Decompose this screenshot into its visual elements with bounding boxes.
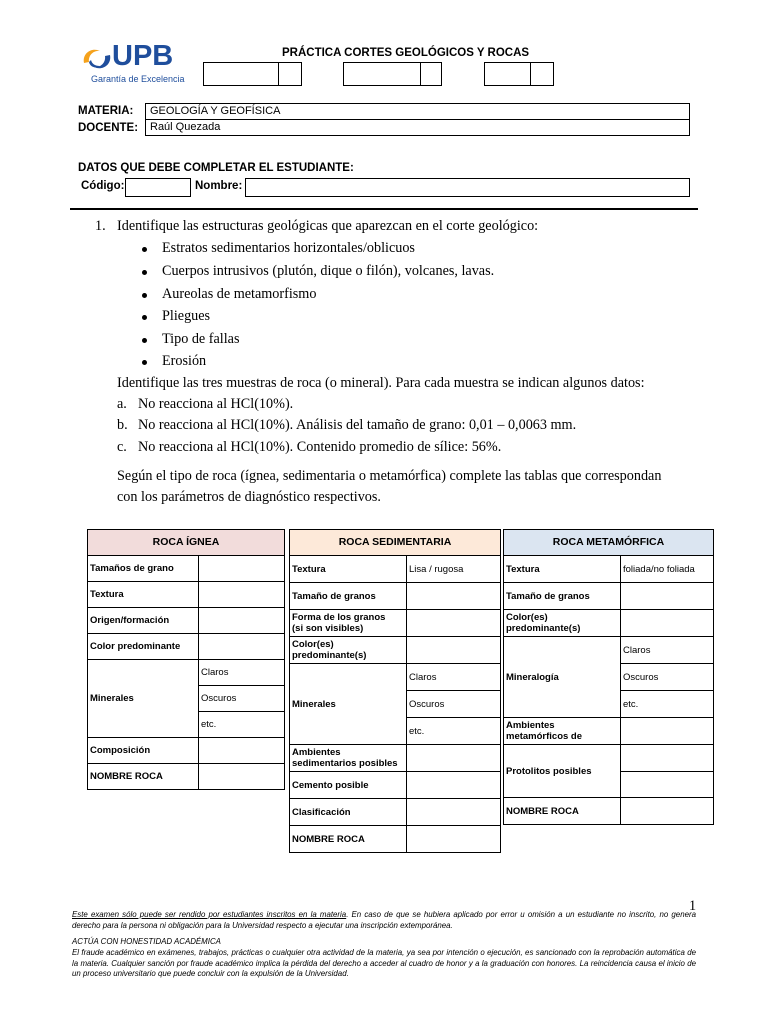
sample-text: No reacciona al HCl(10%). (138, 396, 294, 412)
color-line1: Color(es) (506, 612, 548, 623)
mineral-cell[interactable]: etc. (199, 712, 285, 738)
bullet-dot (142, 360, 147, 365)
docente-value: Raúl Quezada (150, 121, 221, 133)
row-label: Minerales (290, 664, 407, 745)
row-label: NOMBRE ROCA (88, 764, 199, 790)
answer-cell[interactable] (621, 772, 714, 798)
logo-text: UPB (112, 40, 174, 72)
forma-line2: (si son visibles) (292, 623, 364, 634)
student-heading: DATOS QUE DEBE COMPLETAR EL ESTUDIANTE: (78, 162, 354, 174)
page-title: PRÁCTICA CORTES GEOLÓGICOS Y ROCAS (282, 47, 530, 59)
answer-cell[interactable] (199, 608, 285, 634)
row-label: Cemento posible (290, 772, 407, 799)
ambientes-line1: Ambientes (292, 747, 341, 758)
bullet-item: Estratos sedimentarios horizontales/oblicuos (162, 240, 415, 256)
answer-cell[interactable] (621, 610, 714, 637)
upb-logo-icon (80, 45, 114, 73)
table-roca-metamorfica (503, 529, 714, 825)
header-box-1a[interactable] (203, 62, 279, 86)
forma-line1: Forma de los granos (292, 612, 386, 623)
answer-cell[interactable] (199, 764, 285, 790)
bullet-item: Aureolas de metamorfismo (162, 286, 317, 302)
docente-field[interactable] (145, 119, 690, 136)
mineral-cell[interactable]: Oscuros (407, 691, 501, 718)
row-label: Origen/formación (88, 608, 199, 634)
codigo-label: Código: (81, 180, 125, 192)
sample-text: No reacciona al HCl(10%). Análisis del tamaño de grano: 0,01 – 0,0063 mm. (138, 417, 577, 433)
row-label: Protolitos posibles (504, 745, 621, 798)
answer-cell[interactable] (199, 634, 285, 660)
table-roca-sedimentaria (289, 529, 501, 853)
mineral-cell[interactable]: Claros (407, 664, 501, 691)
row-label (290, 610, 407, 637)
row-label: NOMBRE ROCA (290, 826, 407, 853)
ambientes-line2: sedimentarios posibles (292, 758, 398, 769)
materia-label: MATERIA: (78, 105, 134, 117)
row-label (504, 718, 621, 745)
table-roca-ignea (87, 529, 285, 790)
header-box-3a[interactable] (484, 62, 531, 86)
footer-underlined: Este examen sólo puede ser rendido por estudiantes inscritos en la materia (72, 910, 347, 919)
bullet-dot (142, 338, 147, 343)
instruction-line: Según el tipo de roca (ígnea, sedimentaria o metamórfica) complete las tablas que correspondan (117, 468, 662, 484)
bullet-dot (142, 247, 147, 252)
answer-cell[interactable] (407, 799, 501, 826)
materia-field[interactable] (145, 103, 690, 120)
bullet-item: Pliegues (162, 308, 211, 324)
footer-honesty: ACTÚA CON HONESTIDAD ACADÉMICA (72, 937, 221, 946)
sample-label: c. (117, 439, 127, 455)
answer-cell[interactable] (621, 718, 714, 745)
divider (70, 208, 698, 210)
row-label: Tamaño de granos (290, 583, 407, 610)
row-label (290, 637, 407, 664)
row-label: Color predominante (88, 634, 199, 660)
table-title-ignea: ROCA ÍGNEA (88, 530, 285, 556)
materia-value: GEOLOGÍA Y GEOFÍSICA (150, 105, 281, 117)
row-label: Textura (290, 556, 407, 583)
docente-label: DOCENTE: (78, 122, 139, 134)
row-label: Textura (88, 582, 199, 608)
table-title-metamorfica: ROCA METAMÓRFICA (504, 530, 714, 556)
nombre-label: Nombre: (195, 180, 243, 192)
answer-cell[interactable] (407, 772, 501, 799)
row-label: Composición (88, 738, 199, 764)
row-label: NOMBRE ROCA (504, 798, 621, 825)
sample-text: No reacciona al HCl(10%). Contenido promedio de sílice: 56%. (138, 439, 502, 455)
answer-cell[interactable] (199, 738, 285, 764)
row-label (504, 610, 621, 637)
row-label: Tamaños de grano (88, 556, 199, 582)
mineral-cell[interactable]: Claros (621, 637, 714, 664)
upb-logo (80, 42, 190, 88)
samples-intro: Identifique las tres muestras de roca (o mineral). Para cada muestra se indican algunos datos: (117, 375, 645, 391)
answer-cell[interactable] (621, 583, 714, 610)
question-number: 1. (95, 218, 106, 234)
ambientes-line2: metamórficos de (506, 731, 583, 742)
answer-cell[interactable] (199, 582, 285, 608)
ambientes-line1: Ambientes (506, 720, 555, 731)
answer-cell[interactable] (621, 798, 714, 825)
footer-notice (72, 910, 696, 931)
mineral-cell[interactable]: etc. (621, 691, 714, 718)
footer-rest: . En caso de que se hubiera aplicado por error u omisión a un estudiante no inscrito, no genera derecho para la persona ni obligación para la Universidad respecto a ejecutar una inscripción extemporánea. (72, 910, 696, 930)
bullet-dot (142, 270, 147, 275)
row-label: Textura (504, 556, 621, 583)
row-label: Minerales (88, 660, 199, 738)
color-line2: predominante(s) (292, 650, 367, 661)
answer-cell[interactable] (407, 637, 501, 664)
mineral-cell[interactable]: Claros (199, 660, 285, 686)
mineral-cell[interactable]: etc. (407, 718, 501, 745)
footer-fraud: El fraude académico en exámenes, trabajos, prácticas o cualquier otra actividad de la materia, ya sea por intención o ejecución, es sancionado con la reprobación automática de la materia. Cualquier sanción por fraude académico implica la pérdida del derecho a acceder al cuadro de honor y a la graduación con honores. La reincidencia causa el inicio de un proceso universitario que puede concluir con la expulsión de la Universidad. (72, 948, 696, 979)
page-number: 1 (689, 898, 697, 914)
bullet-item: Erosión (162, 353, 207, 369)
answer-cell[interactable] (407, 610, 501, 637)
header-box-2b[interactable] (420, 62, 442, 86)
codigo-input[interactable] (125, 178, 191, 197)
sample-label: b. (117, 417, 128, 433)
row-label: Mineralogía (504, 637, 621, 718)
instruction-line: con los parámetros de diagnóstico respectivos. (117, 489, 381, 505)
header-box-2a[interactable] (343, 62, 421, 86)
color-line1: Color(es) (292, 639, 334, 650)
answer-cell[interactable]: Lisa / rugosa (407, 556, 501, 583)
answer-cell[interactable] (407, 826, 501, 853)
bullet-item: Tipo de fallas (162, 331, 240, 347)
row-label: Clasificación (290, 799, 407, 826)
header-box-3b[interactable] (530, 62, 554, 86)
answer-cell[interactable] (407, 583, 501, 610)
answer-cell[interactable] (407, 745, 501, 772)
bullet-item: Cuerpos intrusivos (plutón, dique o filón), volcanes, lavas. (162, 263, 495, 279)
answer-cell[interactable] (199, 556, 285, 582)
mineral-cell[interactable]: Oscuros (621, 664, 714, 691)
row-label: Tamaño de granos (504, 583, 621, 610)
sample-label: a. (117, 396, 127, 412)
row-label (290, 745, 407, 772)
table-title-sedimentaria: ROCA SEDIMENTARIA (290, 530, 501, 556)
answer-cell[interactable]: foliada/no foliada (621, 556, 714, 583)
mineral-cell[interactable]: Oscuros (199, 686, 285, 712)
color-line2: predominante(s) (506, 623, 581, 634)
header-box-1b[interactable] (278, 62, 302, 86)
nombre-input[interactable] (245, 178, 690, 197)
bullet-dot (142, 293, 147, 298)
question-text: Identifique las estructuras geológicas que aparezcan en el corte geológico: (117, 218, 539, 234)
answer-cell[interactable] (621, 745, 714, 772)
logo-tagline: Garantía de Excelencia (91, 74, 185, 84)
bullet-dot (142, 315, 147, 320)
